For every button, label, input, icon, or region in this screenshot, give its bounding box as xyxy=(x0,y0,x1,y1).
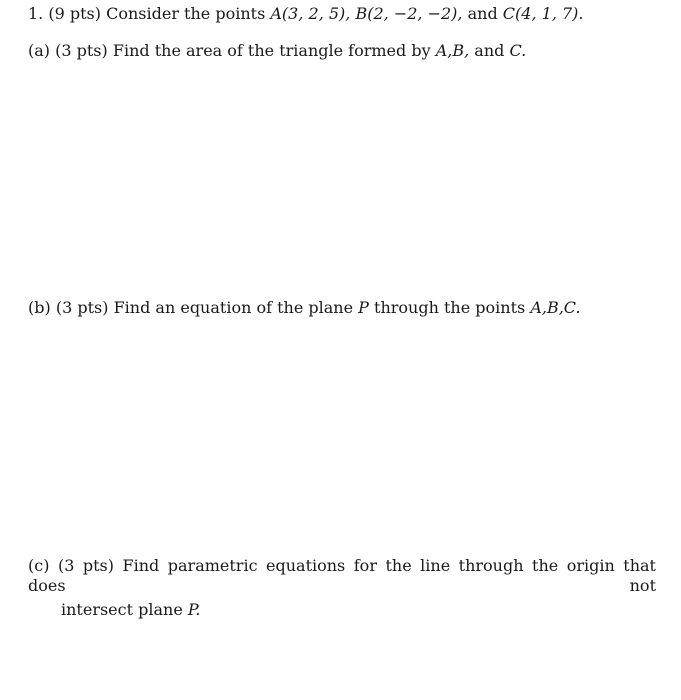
part-c-line1 xyxy=(28,556,656,596)
part-a-points: (3 pts) xyxy=(55,41,108,60)
part-a-text-mid: and xyxy=(474,41,505,60)
part-a-text: Find the area of the triangle formed by xyxy=(112,41,431,60)
problem-conjunction: and xyxy=(467,4,498,23)
problem-header xyxy=(28,4,584,24)
point-c: C(4, 1, 7). xyxy=(502,4,584,23)
part-a-label: (a) xyxy=(28,41,51,60)
part-b-points: (3 pts) xyxy=(55,298,109,317)
problem-points: (9 pts) xyxy=(48,4,101,23)
part-c-text: Find parametric equations for the line through the origin that does not xyxy=(28,556,656,595)
part-c-points: (3 pts) xyxy=(57,556,114,575)
part-b xyxy=(28,298,581,318)
part-c-math: P. xyxy=(187,600,201,619)
part-c-line2-text: intersect plane xyxy=(61,600,183,619)
part-b-label: (b) xyxy=(28,298,51,317)
part-b-math-end: A,B,C. xyxy=(530,298,581,317)
point-a: A(3, 2, 5), xyxy=(270,4,351,23)
part-c-line2 xyxy=(61,600,656,620)
part-b-text-mid: through the points xyxy=(374,298,526,317)
part-a-math: A,B, xyxy=(435,41,470,60)
part-a xyxy=(28,41,526,61)
point-b: B(2, −2, −2), xyxy=(355,4,463,23)
part-a-math-end: C. xyxy=(509,41,527,60)
problem-text: Consider the points xyxy=(106,4,266,23)
part-c-label: (c) xyxy=(28,556,50,575)
problem-number: 1. xyxy=(28,4,44,23)
part-b-math: P xyxy=(358,298,369,317)
part-c xyxy=(28,556,656,620)
part-b-text: Find an equation of the plane xyxy=(113,298,354,317)
